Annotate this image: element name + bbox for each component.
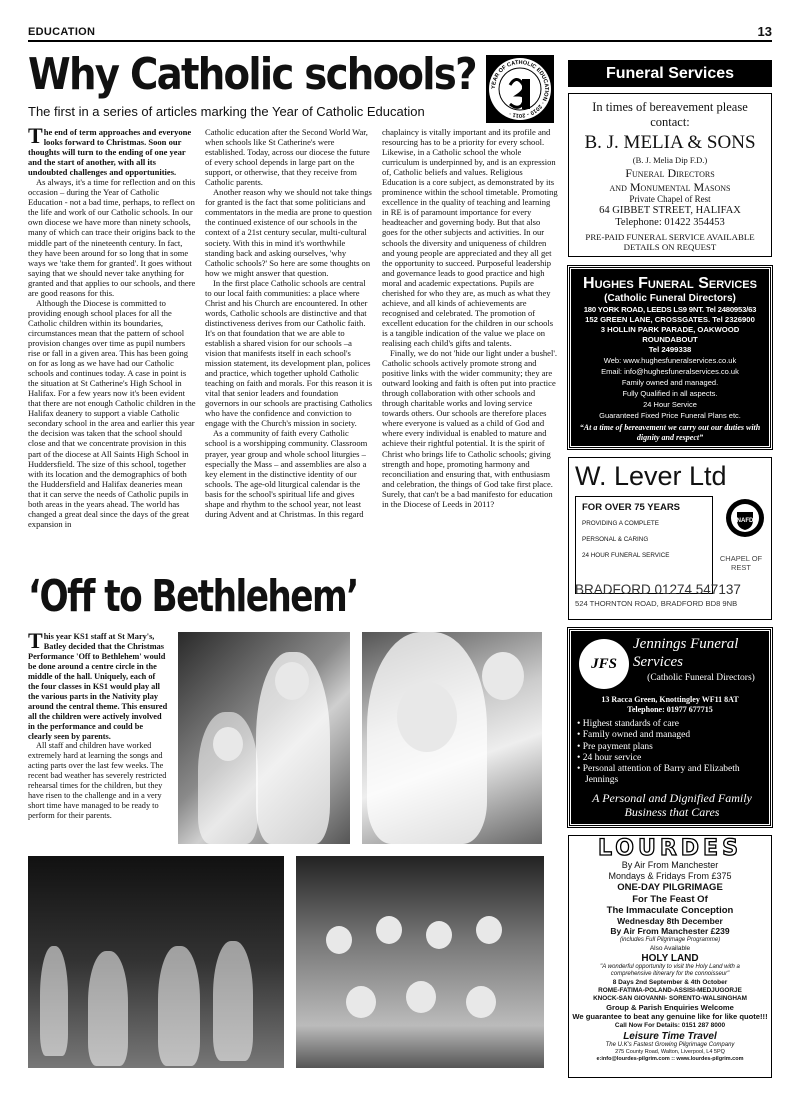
lever-services-box <box>575 496 713 594</box>
melia-intro: In times of bereavement please contact: <box>592 100 748 129</box>
lever-service-line: PERSONAL & CARING <box>582 536 649 543</box>
year-of-catholic-education-logo <box>486 55 554 123</box>
lourdes-line: KNOCK-SAN GIOVANNI- SORENTO-WALSINGHAM <box>593 995 747 1002</box>
article1-column-1 <box>28 123 196 529</box>
nativity-photo-1 <box>178 632 350 844</box>
hughes-subtitle: (Catholic Funeral Directors) <box>604 293 736 304</box>
lourdes-line: We guarantee to beat any genuine like for like quote!!! <box>572 1012 768 1021</box>
melia-phone: Telephone: 01422 354453 <box>615 217 725 228</box>
melia-chapel: Private Chapel of Rest <box>629 194 711 204</box>
lourdes-advert <box>568 835 772 1078</box>
hughes-address-1: 180 YORK ROAD, LEEDS LS9 9NT. Tel 2480953/63 <box>583 305 757 314</box>
nativity-photo-4 <box>296 856 544 1068</box>
hughes-advert <box>568 266 772 449</box>
article1-lead-paragraph: he end of term approaches and everyone looks forward to Christmas. Soon our thoughts will turn to the ending of one year and the start of another, with all its undoubted challenges and opportunities. <box>28 127 192 178</box>
lourdes-line: Also Available <box>649 945 691 952</box>
jennings-feature: • Personal attention of Barry and Elizabeth Jennings <box>577 764 740 786</box>
hughes-web: Web: www.hughesfuneralservices.co.uk <box>603 356 737 365</box>
article1-paragraph: Finally, we do not 'hide our light under a bushel'. Catholic schools actively promote strong and positive links with the wider community; they are outward looking and faith is often put into practice through collaboration with other schools and through charitable works and loving service towards others. Our schools are therefore places where everyone is valued as a child of God and where every individual is enabled to mature and achieve their rightful potential. It is the spirit of Christ who brings life to Catholic schools; giving strength and hope, promoting harmony and reconciliation and ensuring that, with enthusiasm and celebration, the things of God take first place. Surely, that can't be a bad manifesto for education in the Diocese of Leeds in 2011? <box>382 348 558 509</box>
lever-service-line: 24 HOUR FUNERAL SERVICE <box>582 552 670 559</box>
svg-text:YEAR OF CATHOLIC EDUCATION · 2 <box>491 60 549 118</box>
lourdes-line: The Immaculate Conception <box>606 905 734 916</box>
jennings-phone: Telephone: 01977 677715 <box>627 705 713 714</box>
melia-line1: Funeral Directors <box>625 166 715 180</box>
lever-name: W. Lever Ltd <box>575 461 727 491</box>
nafd-badge <box>725 498 765 538</box>
lourdes-line: Mondays & Fridays From £375 <box>608 871 732 881</box>
hughes-address-3: 3 HOLLIN PARK PARADE, OAKWOOD ROUNDABOUT <box>600 325 740 344</box>
article1-paragraph: Catholic education after the Second World War, when schools like St Catherine's were established. Today, across our diocese the future of every school depends in large part on the support, or otherwise, that they receive from Catholic parents. <box>205 127 370 188</box>
lever-chapel: CHAPEL OF REST <box>719 554 763 572</box>
hughes-feature: Fully Qualified in all aspects. <box>622 389 718 398</box>
lourdes-line: The U.K's Fastest Growing Pilgrimage Company <box>605 1042 735 1048</box>
article1-column-2 <box>205 127 373 519</box>
melia-prepaid: PRE-PAID FUNERAL SERVICE AVAILABLE DETAILS ON REQUEST <box>585 232 755 252</box>
lourdes-title: LOURDES <box>598 836 742 861</box>
jennings-subtitle: (Catholic Funeral Directors) <box>647 673 755 683</box>
lourdes-line: 8 Days 2nd September & 4th October <box>612 979 728 986</box>
article1-subtitle: The first in a series of articles marking the Year of Catholic Education <box>28 104 425 119</box>
jennings-feature: • Family owned and managed <box>577 730 691 741</box>
lourdes-line: For The Feast Of <box>632 894 708 905</box>
lever-service-line: PROVIDING A COMPLETE <box>582 520 659 527</box>
article1-paragraph: As a community of faith every Catholic school is a worshipping community. Classroom prayer, year group and whole school liturgies – especially the Mass – and assemblies are also a key element in the distinctive identity of our schools. The age-old liturgical calendar is the basis for the school's spiritual life and gives shape and rhythm to the school year, not least during Advent and at Christmas. In this regard <box>205 428 368 519</box>
jennings-tagline: A Personal and Dignified Family Business that Cares <box>592 791 752 819</box>
funeral-services-banner: Funeral Services <box>568 60 772 87</box>
lourdes-line: 275 County Road, Walton, Liverpool, L4 5PQ <box>615 1049 725 1055</box>
article2-headline: ‘Off to Bethlehem’ <box>28 571 358 622</box>
hughes-address-2: 152 GREEN LANE, CROSSGATES. Tel 2326900 <box>585 315 755 324</box>
hughes-name: Hughes Funeral Services <box>583 275 757 292</box>
jennings-logo: JFS <box>579 639 629 689</box>
lourdes-line: By Air From Manchester £239 <box>610 926 730 936</box>
lever-years: FOR OVER 75 YEARS <box>582 502 681 513</box>
lourdes-line: Leisure Time Travel <box>623 1031 717 1042</box>
jennings-address: 13 Racca Green, Knottingley WF11 8AT <box>601 695 739 704</box>
jennings-feature: • Highest standards of care <box>577 719 679 729</box>
melia-advert <box>568 93 772 257</box>
nativity-photo-2 <box>362 632 542 844</box>
article1-paragraph: chaplaincy is vitally important and its profile and resourcing has to be a priority for every school. Likewise, in a Catholic school the whole curriculum is underpinned by, and is an expression of, Catholic beliefs and values. Religious Education is a core subject, as demonstrated by its prominence within the school timetable. Promoting excellence in the quality of teaching and learning in RE is of paramount importance for every headteacher and governing body. But that also goes for the other subjects and activities. In our schools the diversity and uniqueness of children and young people are appreciated and they all get the opportunity to succeed. Purposeful leadership and governance leads to good practice and high moral and academic expectations. Pupils are cherished for who they are, as much as what they achieve, and all kinds of achievements are recognised and celebrated. The promotion of excellent education for the children in our schools is a tangible indication of the value we place on realising each child's gifts and talents. <box>382 127 558 348</box>
jennings-features <box>577 719 765 787</box>
nafd-badge-text: NAFD <box>736 518 754 524</box>
article1-headline: Why Catholic schools? <box>28 49 476 100</box>
hughes-email: Email: info@hughesfuneralservices.co.uk <box>601 367 739 376</box>
article1-paragraph: In the first place Catholic schools are central to our local faith communities: a place where Christ and his Church are encountered. In other words, Catholic schools are distinctive and that distinctiveness derives from our Catholic faith. It's on that foundation that we are able to establish a shared vision for our schools –a vision that manifests itself in each school's mission statement, its development plan, polices and practice, which together uphold Catholic teaching on faith and morals. For this reason it is vital that senior leaders and foundation governors in our schools are practising Catholics who have the confidence and conviction to engage with the Church's mission in society. <box>205 277 373 429</box>
lourdes-line: Call Now For Details: 0151 287 8000 <box>614 1022 726 1029</box>
lourdes-line: By Air From Manchester <box>621 860 719 870</box>
article2-body <box>28 628 168 821</box>
melia-name: B. J. MELIA & SONS <box>584 132 756 153</box>
lourdes-line: Wednesday 8th December <box>617 916 723 926</box>
article1-paragraph: Although the Diocese is committed to providing enough school places for all the Catholic children within its boundaries, circumstances mean that the pattern of school provision changes over time as pupil numbers rise or fall in a given area. This has been going on for as long as we have had our Catholic schools and continues today. A case in point is the situation at St Catherine's High School in Halifax. For a few years now it's been evident that there are not enough Catholic children in the Halifax deanery to support a viable Catholic secondary school in the area and earlier this year the decision was taken that the school should close and that we concentrate provision in this part of the diocese at All Saints High School in Huddersfield. The size of this school, together with its location and the demographics of both the Huddersfield and Halifax deaneries mean that it can serve the needs of Catholic pupils in both areas in the years ahead. The world has changed a great deal since the days of the great expansion in <box>28 297 196 529</box>
article1-paragraph: As always, it's a time for reflection and on this occasion – during the Year of Catholic Education - not a bad time, perhaps, to reflect on the life and work of our Catholic schools. In our own diocese we have more than ninety schools, many of which can trace their origins back to the middle part of the nineteenth century. In fact, they have been around for so long that in some ways we 'take them for granted'. It goes without saying that we should never take anything for granted and that applies to our schools, and there are good reasons for this. <box>28 177 196 298</box>
hughes-quote: “At a time of bereavement we carry out our duties with dignity and respect” <box>579 423 761 442</box>
hughes-feature: Guaranteed Fixed Price Funeral Plans etc. <box>599 411 741 420</box>
melia-address: 64 GIBBET STREET, HALIFAX <box>599 205 741 216</box>
jennings-feature: • Pre payment plans <box>577 741 653 752</box>
lever-address: 524 THORNTON ROAD, BRADFORD BD8 9NB <box>575 599 738 608</box>
nativity-photo-3 <box>28 856 284 1068</box>
lourdes-line: HOLY LAND <box>641 953 699 964</box>
article2-lead-paragraph: his year KS1 staff at St Mary's, Batley decided that the Christmas Performance 'Off to Bethlehem' would be done around a centre circle in the middle of the hall. Uniquely, each of the four classes in KS1 would play all the various parts in the Nativity play around the central theme. This ensured all the children were actively involved in the performance and could be clearly seen by parents. <box>28 632 168 741</box>
header-rule <box>28 40 772 42</box>
lourdes-line: Group & Parish Enquiries Welcome <box>606 1003 734 1012</box>
lourdes-line: (includes Full Pilgrimage Programme) <box>619 937 721 943</box>
lourdes-line: e:info@lourdes-pilgrim.com :: www.lourdes-pilgrim.com <box>596 1056 744 1062</box>
jennings-name: Jennings Funeral Services <box>633 636 739 670</box>
melia-qualification: (B. J. Melia Dip F.D.) <box>632 155 708 165</box>
hughes-feature: Family owned and managed. <box>621 378 719 387</box>
lever-phone: BRADFORD 01274 547137 <box>575 582 741 597</box>
melia-line2: and Monumental Masons <box>609 180 731 194</box>
lourdes-line: ROME-FATIMA-POLAND-ASSISI-MEDJUGORJE <box>598 987 742 994</box>
jennings-feature: • 24 hour service <box>577 752 642 763</box>
logo-ring-text: YEAR OF CATHOLIC EDUCATION · 2010 - 2011 · <box>490 59 550 119</box>
article2-paragraph: All staff and children have worked extremely hard at learning the songs and acting parts over the last few weeks. The recent bad weather has severely restricted rehearsal times for the children, but they have risen to the challenge and in a very short time have managed to be ready to perform for their parents. <box>28 741 167 821</box>
hughes-address-4: Tel 2499338 <box>648 345 692 354</box>
hughes-feature: 24 Hour Service <box>643 400 697 409</box>
dropcap: T <box>28 628 43 653</box>
lourdes-line: ONE-DAY PILGRIMAGE <box>617 882 723 893</box>
article1-column-3 <box>382 127 558 509</box>
page-number: 13 <box>757 24 772 39</box>
lever-advert <box>568 457 772 620</box>
dropcap: T <box>28 123 43 148</box>
section-label: EDUCATION <box>28 26 96 38</box>
article1-paragraph: Another reason why we should not take things for granted is the fact that some politicians and commentators in the media are prone to question the continued existence of our schools in the context of a 21st century secular, multi-cultural society. With this in mind it's worthwhile standing back and asking ourselves, 'why Catholic schools?' So here are some thoughts on how we might answer that question. <box>205 187 372 278</box>
lourdes-line: "A wonderful opportunity to visit the Holy Land with a comprehensive itinerary for the connoisseur" <box>600 964 740 977</box>
jennings-advert <box>568 628 772 827</box>
